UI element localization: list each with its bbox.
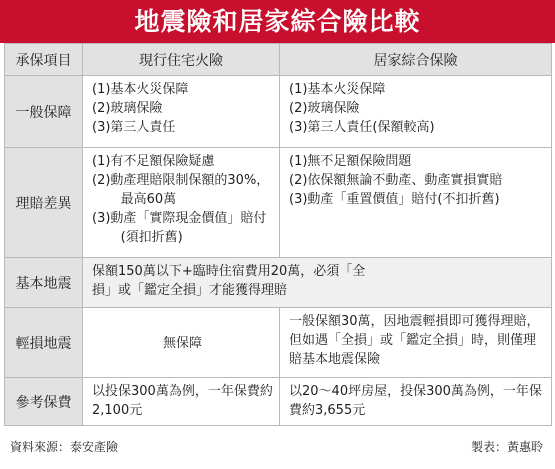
header-row <box>5 44 552 76</box>
table-row <box>5 76 552 148</box>
home-claims-cell <box>280 148 552 258</box>
header-fire-insurance: 現行住宅火險 <box>83 44 280 76</box>
list-item: (1)有不足額保險疑慮 <box>92 154 215 169</box>
list-item: (2)依保額無論不動產、動產實損實賠 <box>289 173 503 188</box>
fire-claims-cell <box>83 148 280 258</box>
list-item: (3)動產「實際現金價值」賠付(須扣折舊) <box>92 211 267 245</box>
row-label-claims: 理賠差異 <box>5 148 83 258</box>
source-note: 資料來源：泰安產險 <box>10 440 119 454</box>
credit-note: 製表：黃惠聆 <box>470 440 543 454</box>
list-item: (1)無不足額保險問題 <box>289 154 412 169</box>
fire-minor-quake-cell: 無保障 <box>83 308 280 378</box>
list-item: (2)動產理賠限制保額的30%，最高60萬 <box>92 173 270 207</box>
basic-quake-cell: 保額150萬以下+臨時住宿費用20萬，必須「全損」或「鑑定全損」才能獲得理賠 <box>83 258 552 308</box>
fire-general-cell <box>83 76 280 148</box>
table-row <box>5 148 552 258</box>
list-item: (3)第三人責任(保額較高) <box>289 120 435 135</box>
home-general-cell <box>280 76 552 148</box>
page-title: 地震險和居家綜合險比較 <box>0 0 555 43</box>
header-coverage-item: 承保項目 <box>5 44 83 76</box>
comparison-table <box>4 43 552 426</box>
list-item: (2)玻璃保險 <box>289 101 360 116</box>
list-item: (1)基本火災保障 <box>289 82 386 97</box>
home-minor-quake-cell: 一般保額30萬，因地震輕損即可獲得理賠，但如遇「全損」或「鑑定全損」時，則僅理賠基本地震保險 <box>280 308 552 378</box>
fire-premium-cell: 以投保300萬為例，一年保費約2,100元 <box>83 378 280 426</box>
row-label-basic-quake: 基本地震 <box>5 258 83 308</box>
list-item: (3)第三人責任 <box>92 120 176 135</box>
row-label-premium: 參考保費 <box>5 378 83 426</box>
table-row <box>5 308 552 378</box>
header-home-insurance: 居家綜合保險 <box>280 44 552 76</box>
list-item: (3)動產「重置價值」賠付(不扣折舊) <box>289 192 500 207</box>
home-premium-cell: 以20～40坪房屋，投保300萬為例，一年保費約3,655元 <box>280 378 552 426</box>
table-row <box>5 258 552 308</box>
table-row <box>5 378 552 426</box>
list-item: (2)玻璃保險 <box>92 101 163 116</box>
list-item: (1)基本火災保障 <box>92 82 189 97</box>
row-label-general: 一般保障 <box>5 76 83 148</box>
row-label-minor-quake: 輕損地震 <box>5 308 83 378</box>
